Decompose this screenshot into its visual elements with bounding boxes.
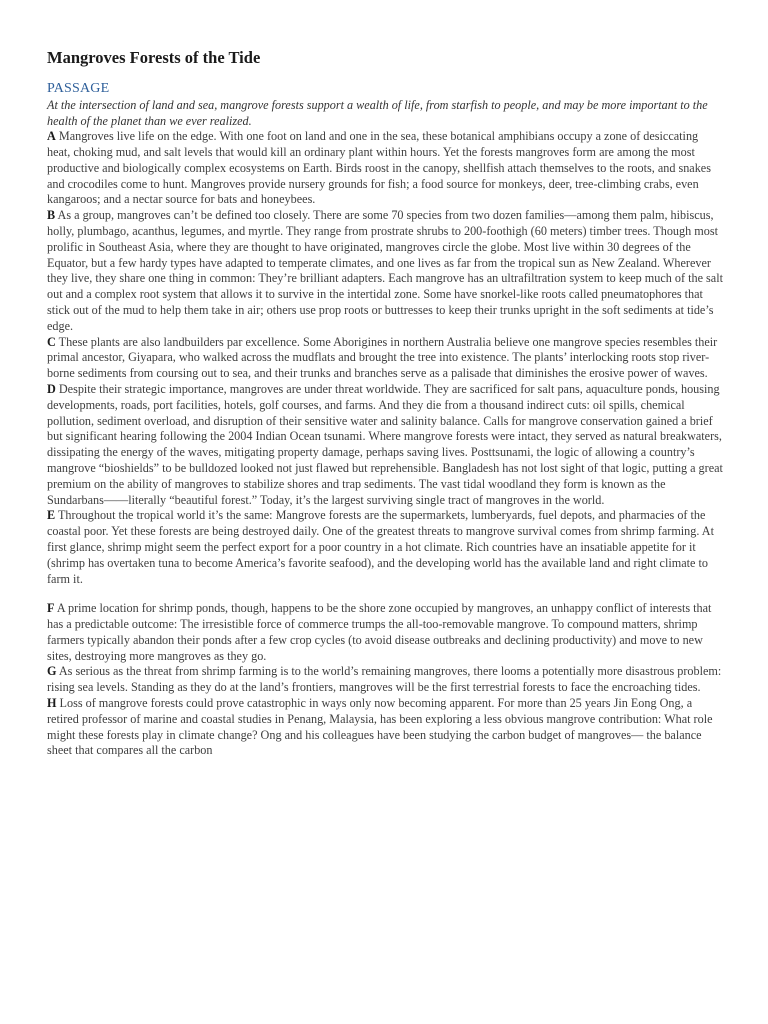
paragraph-letter: C <box>47 334 56 349</box>
paragraph-h <box>47 696 723 759</box>
paragraph-d <box>47 382 723 508</box>
paragraph-letter: A <box>47 129 56 144</box>
paragraph-letter: H <box>47 696 57 711</box>
paragraph-letter: B <box>47 208 56 223</box>
intro-text: At the intersection of land and sea, mangrove forests support a wealth of life, from starfish to people, and may be more important to the health of the planet than we ever realized. <box>47 98 708 128</box>
paragraph-text: These plants are also landbuilders par excellence. Some Aborigines in northern Australia believe one mangrove species resembles their primal ancestor, Giyapara, who walked across the mudflats and brought the tree into existence. The plants’ interlocking roots stop river-borne sediments from coursing out to sea, and their trunks and branches serve as a palisade that diminishes the erosive power of waves. <box>47 334 718 381</box>
paragraph-text: As a group, mangroves can’t be defined too closely. There are some 70 species from two dozen families—among them palm, hibiscus, holly, plumbago, acanthus, legumes, and myrtle. They range from prostrate shrubs to 200-foothigh (60 meters) timber trees. Though most prolific in Southeast Asia, where they are thought to have originated, mangroves circle the globe. Most live within 30 degrees of the Equator, but a few hardy types have adapted to temperate climates, and one lives as far from the tropical sun as New Zealand. Wherever they live, they share one thing in common: They’re brilliant adapters. Each mangrove has an ultrafiltration system to keep much of the salt out and a complex root system that allows it to survive in the intertidal zone. Some have snorkel-like roots called pneumatophores that stick out of the mud to help them take in air; others use prop roots or buttresses to keep their trunks upright in the soft sediments at tide’s edge. <box>47 208 723 333</box>
paragraph-letter: D <box>47 381 56 396</box>
paragraph-letter: F <box>47 601 55 616</box>
paragraph-text: As serious as the threat from shrimp farming is to the world’s remaining mangroves, there looms a potentially more disastrous problem: rising sea levels. Standing as they do at the land’s frontiers, mangroves will be the first terrestrial forests to face the encroaching tides. <box>47 664 722 695</box>
paragraph-g <box>47 664 723 696</box>
paragraph-f <box>47 601 723 664</box>
paragraph-letter: E <box>47 508 56 523</box>
paragraph-text: A prime location for shrimp ponds, though, happens to be the shore zone occupied by mangroves, an unhappy conflict of interests that has a predictable outcome: The irresistible force of commerce trumps the all-too-removable mangrove. To compound matters, shrimp farmers typically abandon their ponds after a few crop cycles (to avoid disease outbreaks and declining productivity) and move to new sites, destroying more mangroves as they go. <box>47 601 712 663</box>
section-label: PASSAGE <box>47 81 110 96</box>
document-title: Mangroves Forests of the Tide <box>47 48 261 67</box>
paragraph-text: Despite their strategic importance, mangroves are under threat worldwide. They are sacrificed for salt pans, aquaculture ponds, housing developments, roads, port facilities, hotels, golf courses, and farms. And they die from a thousand indirect cuts: oil spills, chemical pollution, sediment overload, and disruption of their sensitive water and salinity balance. Calls for mangrove conservation gained a brief but significant hearing following the 2004 Indian Ocean tsunami. Where mangrove forests were intact, they served as natural breakwaters, dissipating the energy of the waves, mitigating property damage, perhaps saving lives. Posttsunami, the logic of allowing a country’s mangrove “bioshields” to be bulldozed looked not just flawed but reprehensible. Bangladesh has not lost sight of that logic, putting a great premium on the ability of mangroves to stabilize shores and trap sediments. The vast tidal woodland they form is known as the Sundarbans——literally “beautiful forest.” Today, it’s the largest surviving single tract of mangroves in the world. <box>47 381 723 507</box>
paragraph-e <box>47 508 723 587</box>
document-page <box>47 46 723 759</box>
paragraph-c <box>47 335 723 382</box>
paragraph-text: Throughout the tropical world it’s the same: Mangrove forests are the supermarkets, lumberyards, fuel depots, and pharmacies of the coastal poor. Yet these forests are being destroyed daily. One of the greatest threats to mangrove survival comes from shrimp farming. At first glance, shrimp might seem the perfect export for a poor country in a hot climate. Rich countries have an insatiable appetite for it (shrimp has overtaken tuna to become America’s favorite seafood), and the developing world has the available land and right climate to farm it. <box>47 508 714 586</box>
paragraph-text: Loss of mangrove forests could prove catastrophic in ways only now becoming apparent. For more than 25 years Jin Eong Ong, a retired professor of marine and coastal studies in Penang, Malaysia, has been exploring a less obvious mangrove contribution: What role might these forests play in climate change? Ong and his colleagues have been studying the carbon budget of mangroves— the balance sheet that compares all the carbon <box>47 696 713 758</box>
paragraph-a <box>47 129 723 208</box>
paragraph-spacer <box>47 587 723 601</box>
paragraph-letter: G <box>47 664 57 679</box>
paragraph-b <box>47 208 723 334</box>
paragraph-text: Mangroves live life on the edge. With one foot on land and one in the sea, these botanical amphibians occupy a zone of desiccating heat, choking mud, and salt levels that would kill an ordinary plant within hours. Yet the forests mangroves form are among the most productive and biologically complex ecosystems on Earth. Birds roost in the canopy, shellfish attach themselves to the roots, and snakes and crocodiles come to hunt. Mangroves provide nursery grounds for fish; a food source for monkeys, deer, tree-climbing crabs, even kangaroos; and a nectar source for bats and honeybees. <box>47 129 711 207</box>
